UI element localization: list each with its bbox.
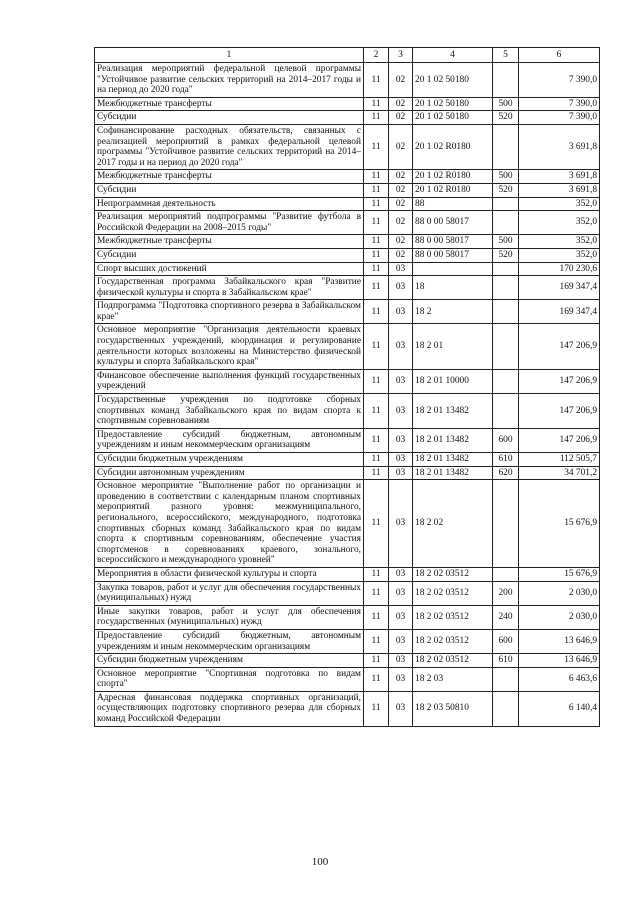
row-amount: 2 030,0 (519, 581, 600, 605)
row-expense-type (493, 667, 519, 691)
row-subsection: 02 (389, 235, 413, 249)
row-amount: 7 390,0 (519, 63, 600, 98)
row-amount: 147 206,9 (519, 369, 600, 393)
row-description: Подпрограмма "Подготовка спортивного резерва в Забайкальском крае" (95, 300, 364, 324)
row-subsection: 03 (389, 629, 413, 653)
table-row (95, 480, 600, 568)
row-section: 11 (364, 197, 389, 211)
row-subsection: 03 (389, 654, 413, 668)
row-description: Межбюджетные трансферты (95, 235, 364, 249)
table-row (95, 605, 600, 629)
row-amount: 169 347,4 (519, 300, 600, 324)
row-description: Закупка товаров, работ и услуг для обеспечения государственных (муниципальных) нужд (95, 581, 364, 605)
row-target-item: 20 1 02 50180 (413, 63, 493, 98)
row-description: Субсидии (95, 111, 364, 125)
row-expense-type: 500 (493, 235, 519, 249)
row-amount: 147 206,9 (519, 394, 600, 429)
table-row (95, 466, 600, 480)
row-target-item: 18 2 01 13482 (413, 394, 493, 429)
row-section: 11 (364, 170, 389, 184)
table-row (95, 170, 600, 184)
table-row (95, 453, 600, 467)
header-cell-sum: 6 (519, 48, 600, 63)
table-row (95, 63, 600, 98)
row-expense-type: 240 (493, 605, 519, 629)
table-row (95, 183, 600, 197)
row-expense-type: 600 (493, 629, 519, 653)
header-cell-desc: 1 (95, 48, 364, 63)
row-description: Субсидии автономным учреждениям (95, 466, 364, 480)
row-amount: 352,0 (519, 197, 600, 211)
row-description: Государственные учреждения по подготовке сборных спортивных команд Забайкальского края по видам спорта к спортивным соревнованиям (95, 394, 364, 429)
row-section: 11 (364, 629, 389, 653)
row-section: 11 (364, 97, 389, 111)
row-description: Иные закупки товаров, работ и услуг для обеспечения государственных (муниципальных) нужд (95, 605, 364, 629)
row-expense-type (493, 369, 519, 393)
row-expense-type (493, 324, 519, 369)
row-section: 11 (364, 248, 389, 262)
row-description: Государственная программа Забайкальского края "Развитие физической культуры и спорта в Забайкальском крае" (95, 276, 364, 300)
row-section: 11 (364, 124, 389, 169)
row-description: Реализация мероприятий федеральной целевой программы "Устойчивое развитие сельских территорий на 2014–2017 годы и на период до 2020 года" (95, 63, 364, 98)
row-target-item: 18 (413, 276, 493, 300)
row-expense-type (493, 262, 519, 276)
table-row (95, 324, 600, 369)
row-subsection: 03 (389, 567, 413, 581)
row-target-item: 88 0 00 58017 (413, 235, 493, 249)
table-row (95, 248, 600, 262)
row-subsection: 02 (389, 63, 413, 98)
row-target-item: 18 2 01 13482 (413, 466, 493, 480)
row-target-item: 20 1 02 R0180 (413, 124, 493, 169)
row-subsection: 02 (389, 97, 413, 111)
row-section: 11 (364, 605, 389, 629)
page-number: 100 (311, 856, 329, 868)
row-amount: 34 701,2 (519, 466, 600, 480)
row-expense-type: 500 (493, 170, 519, 184)
row-amount: 147 206,9 (519, 428, 600, 452)
table-row (95, 97, 600, 111)
row-target-item: 18 2 02 03512 (413, 567, 493, 581)
row-subsection: 03 (389, 605, 413, 629)
row-amount: 3 691,8 (519, 183, 600, 197)
row-subsection: 03 (389, 466, 413, 480)
row-expense-type: 600 (493, 428, 519, 452)
table-row (95, 124, 600, 169)
row-subsection: 03 (389, 453, 413, 467)
row-target-item: 18 2 (413, 300, 493, 324)
budget-table (94, 47, 600, 727)
table-row (95, 667, 600, 691)
row-description: Мероприятия в области физической культуры и спорта (95, 567, 364, 581)
row-target-item: 18 2 01 13482 (413, 453, 493, 467)
row-target-item: 18 2 02 03512 (413, 581, 493, 605)
row-amount: 112 505,7 (519, 453, 600, 467)
row-description: Предоставление субсидий бюджетным, автономным учреждениям и иным некоммерческим организациям (95, 428, 364, 452)
row-expense-type (493, 300, 519, 324)
row-expense-type: 520 (493, 111, 519, 125)
row-subsection: 02 (389, 170, 413, 184)
row-expense-type (493, 197, 519, 211)
row-target-item: 18 2 02 03512 (413, 629, 493, 653)
row-expense-type (493, 211, 519, 235)
row-section: 11 (364, 453, 389, 467)
row-description: Межбюджетные трансферты (95, 170, 364, 184)
row-section: 11 (364, 276, 389, 300)
header-cell-vr: 5 (493, 48, 519, 63)
row-section: 11 (364, 691, 389, 726)
row-description: Спорт высших достижений (95, 262, 364, 276)
row-description: Реализация мероприятий подпрограммы "Развитие футбола в Российской Федерации на 2008–2015 годы" (95, 211, 364, 235)
row-section: 11 (364, 369, 389, 393)
row-subsection: 02 (389, 248, 413, 262)
row-target-item: 18 2 02 03512 (413, 654, 493, 668)
row-expense-type (493, 691, 519, 726)
row-target-item: 20 1 02 50180 (413, 97, 493, 111)
row-section: 11 (364, 480, 389, 568)
row-expense-type: 610 (493, 453, 519, 467)
row-expense-type (493, 124, 519, 169)
row-target-item: 20 1 02 R0180 (413, 183, 493, 197)
row-amount: 15 676,9 (519, 480, 600, 568)
row-amount: 6 463,6 (519, 667, 600, 691)
row-amount: 352,0 (519, 211, 600, 235)
row-target-item: 88 0 00 58017 (413, 211, 493, 235)
row-description: Непрограммная деятельность (95, 197, 364, 211)
row-target-item: 18 2 03 (413, 667, 493, 691)
row-amount: 147 206,9 (519, 324, 600, 369)
row-amount: 169 347,4 (519, 276, 600, 300)
row-amount: 13 646,9 (519, 654, 600, 668)
row-subsection: 02 (389, 211, 413, 235)
row-target-item: 18 2 02 03512 (413, 605, 493, 629)
row-amount: 13 646,9 (519, 629, 600, 653)
row-subsection: 03 (389, 394, 413, 429)
row-subsection: 02 (389, 124, 413, 169)
row-target-item: 18 2 02 (413, 480, 493, 568)
row-amount: 3 691,8 (519, 124, 600, 169)
row-subsection: 03 (389, 667, 413, 691)
row-subsection: 02 (389, 111, 413, 125)
table-row (95, 428, 600, 452)
row-description: Софинансирование расходных обязательств, связанных с реализацией мероприятий в рамках федеральной целевой программы "Устойчивое развитие сельских территорий на 2014–2017 годы и на период до 2020 года" (95, 124, 364, 169)
row-target-item: 18 2 01 10000 (413, 369, 493, 393)
row-description: Адресная финансовая поддержка спортивных организаций, осуществляющих подготовку спортивного резерва для сборных команд Российской Федерации (95, 691, 364, 726)
table-row (95, 691, 600, 726)
row-expense-type (493, 567, 519, 581)
row-target-item: 88 (413, 197, 493, 211)
row-section: 11 (364, 324, 389, 369)
row-section: 11 (364, 581, 389, 605)
table-row (95, 629, 600, 653)
row-section: 11 (364, 466, 389, 480)
table-row (95, 235, 600, 249)
row-section: 11 (364, 262, 389, 276)
row-description: Субсидии (95, 183, 364, 197)
row-amount: 15 676,9 (519, 567, 600, 581)
table-row (95, 394, 600, 429)
row-description: Основное мероприятие "Спортивная подготовка по видам спорта" (95, 667, 364, 691)
row-subsection: 03 (389, 369, 413, 393)
row-section: 11 (364, 235, 389, 249)
row-target-item (413, 262, 493, 276)
row-section: 11 (364, 211, 389, 235)
table-row (95, 276, 600, 300)
row-description: Предоставление субсидий бюджетным, автономным учреждениям и иным некоммерческим организациям (95, 629, 364, 653)
row-subsection: 03 (389, 428, 413, 452)
table-row (95, 300, 600, 324)
header-cell-rz: 2 (364, 48, 389, 63)
row-section: 11 (364, 111, 389, 125)
row-expense-type (493, 394, 519, 429)
row-target-item: 18 2 01 13482 (413, 428, 493, 452)
row-description: Субсидии бюджетным учреждениям (95, 654, 364, 668)
row-target-item: 18 2 03 50810 (413, 691, 493, 726)
row-amount: 170 230,6 (519, 262, 600, 276)
row-subsection: 02 (389, 197, 413, 211)
row-expense-type: 500 (493, 97, 519, 111)
row-description: Основное мероприятие "Организация деятельности краевых государственных учреждений, координация и регулирование деятельности которых возложены на Министерство физической культуры и спорта Забайкальского края" (95, 324, 364, 369)
row-amount: 352,0 (519, 235, 600, 249)
row-expense-type (493, 480, 519, 568)
row-subsection: 02 (389, 183, 413, 197)
row-target-item: 20 1 02 R0180 (413, 170, 493, 184)
row-section: 11 (364, 394, 389, 429)
row-amount: 3 691,8 (519, 170, 600, 184)
row-target-item: 18 2 01 (413, 324, 493, 369)
row-section: 11 (364, 654, 389, 668)
table-row (95, 262, 600, 276)
row-expense-type: 200 (493, 581, 519, 605)
header-row (95, 48, 600, 63)
row-description: Финансовое обеспечение выполнения функций государственных учреждений (95, 369, 364, 393)
row-target-item: 20 1 02 50180 (413, 111, 493, 125)
table-row (95, 654, 600, 668)
table-row (95, 211, 600, 235)
row-expense-type: 520 (493, 183, 519, 197)
row-subsection: 03 (389, 691, 413, 726)
row-description: Субсидии (95, 248, 364, 262)
row-section: 11 (364, 428, 389, 452)
table-row (95, 197, 600, 211)
table-row (95, 567, 600, 581)
row-section: 11 (364, 300, 389, 324)
header-cell-csr: 4 (413, 48, 493, 63)
row-expense-type (493, 63, 519, 98)
row-expense-type: 520 (493, 248, 519, 262)
row-section: 11 (364, 567, 389, 581)
row-amount: 7 390,0 (519, 97, 600, 111)
row-description: Основное мероприятие "Выполнение работ по организации и проведению в соответствии с календарным планом спортивных мероприятий разного уровня: межмуниципального, регионального, всероссийского, международного, подготовка спортивных сборных команд Забайкальского края по видам спорта к спортивным соревнованиям, обеспечение участия спортсменов в соревнованиях краевого, зонального, всероссийского и международного уровней" (95, 480, 364, 568)
row-subsection: 03 (389, 262, 413, 276)
row-subsection: 03 (389, 276, 413, 300)
table-row (95, 369, 600, 393)
row-amount: 6 140,4 (519, 691, 600, 726)
row-amount: 2 030,0 (519, 605, 600, 629)
row-amount: 352,0 (519, 248, 600, 262)
table-row (95, 111, 600, 125)
row-subsection: 03 (389, 324, 413, 369)
row-amount: 7 390,0 (519, 111, 600, 125)
row-subsection: 03 (389, 581, 413, 605)
table-body (95, 63, 600, 727)
row-expense-type: 610 (493, 654, 519, 668)
header-cell-pr: 3 (389, 48, 413, 63)
row-subsection: 03 (389, 480, 413, 568)
table-row (95, 581, 600, 605)
row-section: 11 (364, 667, 389, 691)
row-description: Субсидии бюджетным учреждениям (95, 453, 364, 467)
row-expense-type: 620 (493, 466, 519, 480)
row-section: 11 (364, 183, 389, 197)
row-subsection: 03 (389, 300, 413, 324)
row-expense-type (493, 276, 519, 300)
row-target-item: 88 0 00 58017 (413, 248, 493, 262)
row-section: 11 (364, 63, 389, 98)
row-description: Межбюджетные трансферты (95, 97, 364, 111)
